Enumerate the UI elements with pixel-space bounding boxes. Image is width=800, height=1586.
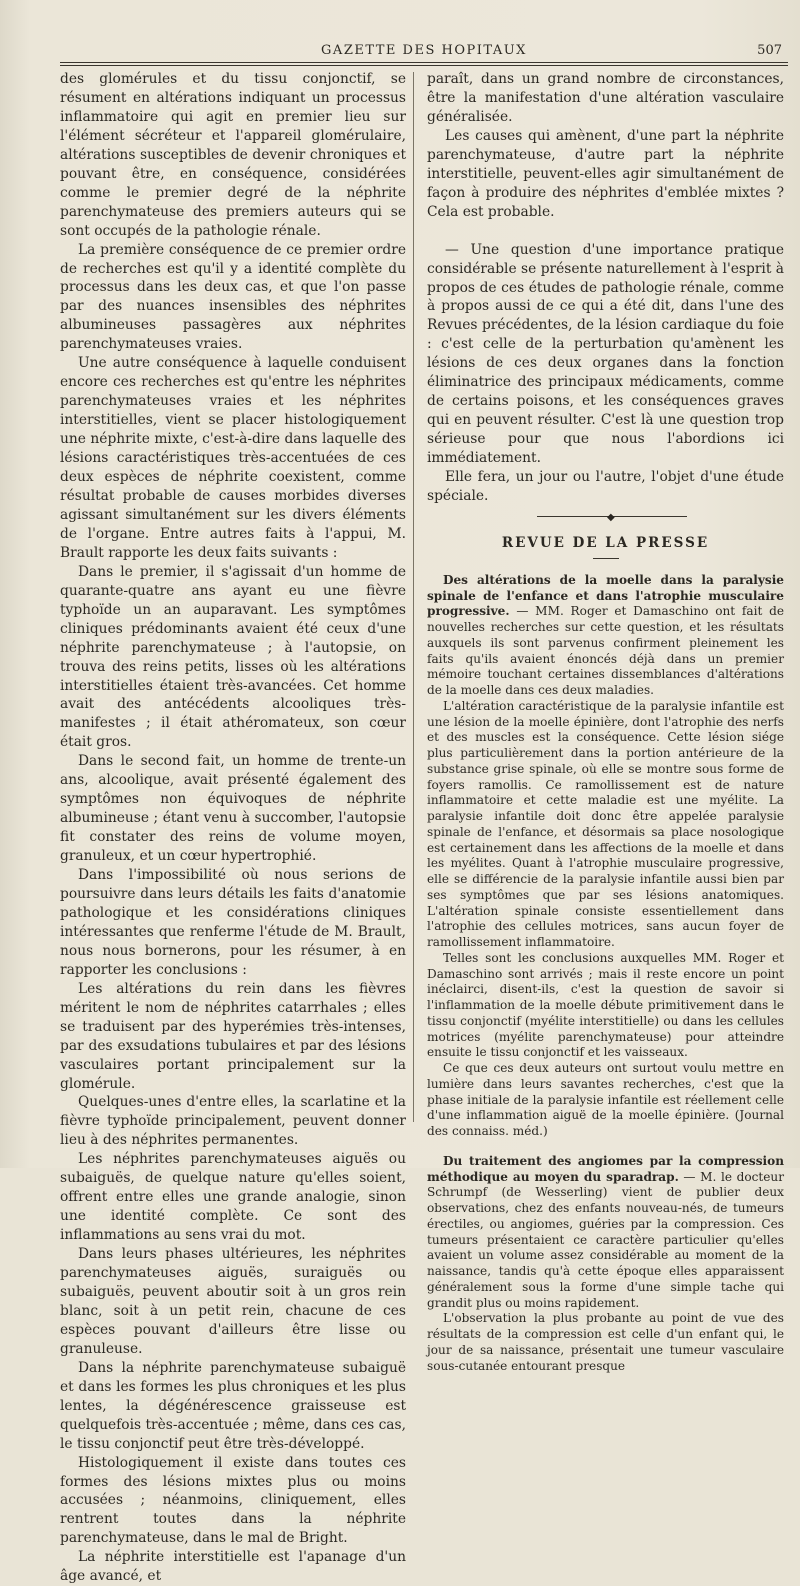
spacer <box>427 1140 784 1154</box>
paragraph: Les altérations du rein dans les fièvres méritent le nom de néphrites catarrhales ; elles se traduisent par des hyperémies très-intenses, par des exsudations tubulaires et par des lésions vasculaires portant principalement sur la glomérule. <box>60 980 406 1092</box>
press-review <box>427 573 784 1375</box>
paragraph: Les néphrites parenchymateuses aiguës ou subaiguës, de quelque nature qu'elles soient, offrent entre elles une grande analogie, sinon une identité complète. Ce sont des inflammations au sens vrai du mot. <box>60 1151 406 1244</box>
header-rule-thick <box>60 62 788 63</box>
section-rule <box>593 558 619 559</box>
article-lead-text: — MM. Roger et Damaschino ont fait de nouvelles recherches sur cette question, et les résultats auxquels ils sont parvenus confirment pleinement les faits qu'ils avaient énoncés déjà dans un premier mémoire touchant certaines dissemblances d'altérations de la moelle dans ces deux maladies. <box>427 604 784 698</box>
running-header <box>60 40 788 62</box>
column-divider <box>413 72 414 1122</box>
paragraph: Dans le second fait, un homme de trente-un ans, alcoolique, avait présenté également des symptômes non équivoques de néphrite albumineuse ; étant venu à succomber, l'autopsie fit constater des reins de volume moyen, granuleux, et un cœur hypertrophié. <box>60 753 406 865</box>
paragraph: Dans leurs phases ultérieures, les néphrites parenchymateuses aiguës, suraiguës ou subaiguës, peuvent aboutir soit à un gros rein blanc, soit à un petit rein, chacune de ces espèces pouvant d'ailleurs être lisse ou granuleuse. <box>60 1246 406 1357</box>
header-rule-thin <box>60 65 788 66</box>
paragraph: La première conséquence de ce premier ordre de recherches est qu'il y a identité complète du processus dans les deux cas, et que l'on passe par des nuances insensibles des néphrites albumineuses passagères aux néphrites parenchymateuses vraies. <box>60 241 406 353</box>
paragraph: — Une question d'une importance pratique considérable se présente naturellement à l'esprit à propos de ces études de pathologie rénale, comme à propos aussi de ce qui a été dit, dans l'une des Revues précédentes, de la lésion cardiaque du foie : c'est celle de la perturbation qu'amènent les lésions de ces deux organes dans la fonction éliminatrice des principaux médicaments, comme de certains poisons, et les conséquences graves qui en peuvent résulter. C'est là une question trop sérieuse pour que nous l'abordions ici immédiatement. <box>427 241 784 467</box>
paragraph: Une autre conséquence à laquelle conduisent encore ces recherches est qu'entre les néphrites parenchymateuses vraies et les néphrites interstitielles, vient se placer histologiquement une néphrite mixte, c'est-à-dire dans laquelle des lésions caractéristiques très-accentuées de ces deux espèces de néphrite coexistent, comme résultat probable de causes morbides diverses agissant simultanément sur les divers éléments de l'organe. Entre autres faits à l'appui, M. Brault rapporte les deux faits suivants : <box>60 355 406 561</box>
paragraph: La néphrite interstitielle est l'apanage d'un âge avancé, et <box>60 1549 406 1585</box>
right-column <box>427 70 784 1374</box>
paragraph: Quelques-unes d'entre elles, la scarlatine et la fièvre typhoïde principalement, peuvent donner lieu à des néphrites permanentes. <box>60 1094 406 1149</box>
article-lead <box>427 573 784 699</box>
article-title: Du traitement des angiomes par la compression méthodique au moyen du sparadrap. <box>427 1153 784 1184</box>
article-lead <box>427 1154 784 1312</box>
paragraph: Elle fera, un jour ou l'autre, l'objet d'une étude spéciale. <box>427 469 784 505</box>
paragraph: L'altération caractéristique de la paralysie infantile est une lésion de la moelle épinière, dont l'atrophie des nerfs et des muscles est la conséquence. Cette lésion siége plus particulièrement dans la portion antérieure de la substance grise spinale, où elle se montre sous forme de foyers ramollis. Ce ramollissement est de nature inflammatoire et cette maladie est une myélite. La paralysie infantile doit donc être appelée paralysie spinale de l'enfance, et désormais sa place nosologique est certainement dans les affections de la moelle et dans les myélites. Quant à l'atrophie musculaire progressive, elle se différencie de la paralysie infantile aussi bien par ses symptômes que par ses lésions anatomiques. L'altération spinale consiste essentiellement dans l'atrophie des cellules motrices, sans aucun foyer de ramollissement inflammatoire. <box>427 698 784 950</box>
article-lead-text: — M. le docteur Schrumpf (de Wesserling) vient de publier deux observations, chez des enfants nouveau-nés, de tumeurs érectiles, ou angiomes, guéries par la compression. Ces tumeurs présentaient ce caractère particulier qu'elles avaient un volume assez considérable au moment de la naissance, tandis qu'à cette époque elles apparaissent généralement sous la forme d'une simple tache qui grandit plus ou moins rapidement. <box>427 1169 784 1310</box>
page-number: 507 <box>757 43 782 58</box>
paragraph: L'observation la plus probante au point de vue des résultats de la compression est celle d'un enfant qui, le jour de sa naissance, présentait une tumeur vasculaire sous-cutanée entourant presque <box>427 1311 784 1373</box>
paragraph: paraît, dans un grand nombre de circonstances, être la manifestation d'une altération vasculaire généralisée. <box>427 71 784 125</box>
section-ornament <box>427 506 784 528</box>
paragraph: Dans la néphrite parenchymateuse subaiguë et dans les formes les plus chroniques et les plus lentes, la dégénérescence graisseuse est quelquefois très-accentuée ; même, dans ces cas, le tissu conjonctif peut être très-développé. <box>60 1359 406 1452</box>
paragraph: Telles sont les conclusions auxquelles MM. Roger et Damaschino sont arrivés ; mais il reste encore un point inéclairci, disent-ils, c'est la question de savoir si l'inflammation de la moelle débute primitivement dans le tissu conjonctif (myélite interstitielle) ou dans les cellules motrices (myélite parenchymateuse) pour atteindre ensuite le tissu conjonctif et les vaisseaux. <box>427 950 784 1060</box>
article-title: Des altérations de la moelle dans la paralysie spinale de l'enfance et dans l'atrophie musculaire progressive. <box>427 572 784 619</box>
spacer <box>427 222 784 241</box>
journal-title: GAZETTE DES HOPITAUX <box>321 43 527 58</box>
paragraph: Ce que ces deux auteurs ont surtout voulu mettre en lumière dans leurs savantes recherches, c'est que la phase initiale de la paralysie infantile est réellement celle d'une inflammation aiguë de la moelle épinière. (Journal des connaiss. méd.) <box>427 1061 784 1139</box>
paragraph: Histologiquement il existe dans toutes ces formes des lésions mixtes plus ou moins accusées ; néanmoins, cliniquement, elles rentrent toutes dans la néphrite parenchymateuse, dans le mal de Bright. <box>60 1454 406 1547</box>
section-title: REVUE DE LA PRESSE <box>501 534 710 551</box>
left-column <box>60 70 406 1586</box>
paragraph: Les causes qui amènent, d'une part la néphrite parenchymateuse, d'autre part la néphrite interstitielle, peuvent-elles agir simultanément de façon à produire des néphrites d'emblée mixtes ? Cela est probable. <box>427 127 784 220</box>
paragraph: des glomérules et du tissu conjonctif, se résument en altérations indiquant un processus inflammatoire qui agit en premier lieu sur l'élément sécréteur et l'appareil glomérulaire, altérations susceptibles de devenir chroniques et pouvant être, en conséquence, considérées comme le premier degré de la néphrite parenchymateuse des premiers auteurs qui se sont occupés de la pathologie rénale. <box>60 71 406 239</box>
paragraph: Dans l'impossibilité où nous serions de poursuivre dans leurs détails les faits d'anatomie pathologique et les considérations cliniques intéressantes que renferme l'étude de M. Brault, nous nous bornerons, pour les résumer, à en rapporter les conclusions : <box>60 867 406 978</box>
paragraph: Dans le premier, il s'agissait d'un homme de quarante-quatre ans ayant eu une fièvre typhoïde un an auparavant. Les symptômes cliniques prédominants avaient été ceux d'une néphrite parenchymateuse ; à l'autopsie, on trouva des reins petits, lisses où les altérations interstitielles étaient très-avancées. Cet homme avait des antécédents alcooliques très-manifestes ; il était athéromateux, son cœur était gros. <box>60 563 406 751</box>
diamond-icon: ◆ <box>607 511 615 523</box>
